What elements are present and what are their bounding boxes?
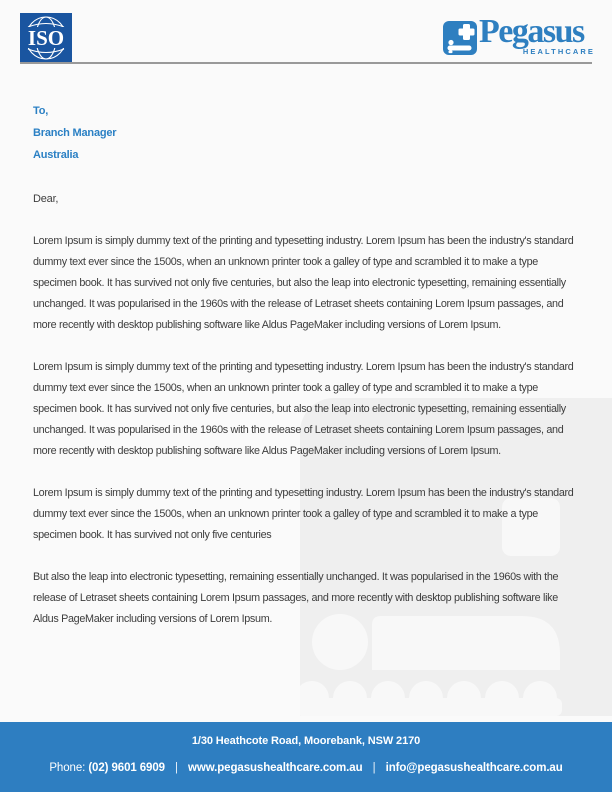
phone-label: Phone: <box>49 762 86 774</box>
letter-paragraph-1: Lorem Ipsum is simply dummy text of the printing and typesetting industry. Lorem Ipsum has been the industry's standard dummy text ever since the 1500s, when an unknown printer took a galley of type and scrambled it to make a type specimen book. It has survived not only five centuries, but also the leap into electronic typesetting, remaining essentially unchanged. It was popularised in the 1960s with the release of Letraset sheets containing Lorem Ipsum passages, and more recently with desktop publishing software like Aldus PageMaker including versions of Lorem Ipsum. <box>33 235 574 331</box>
bed-cross-icon <box>443 21 477 55</box>
iso-globe-icon <box>20 13 72 63</box>
recipient-block <box>33 100 116 166</box>
footer-separator-2: | <box>372 762 376 774</box>
letter-paragraph-3: Lorem Ipsum is simply dummy text of the printing and typesetting industry. Lorem Ipsum has been the industry's standard dummy text ever since the 1500s, when an unknown printer took a galley of type and scrambled it to make a type specimen book. It has survived not only five centuries <box>33 487 574 541</box>
pegasus-logo-icon <box>443 21 477 55</box>
brand-tagline: HEALTHCARE <box>522 47 595 56</box>
header-divider <box>20 62 592 64</box>
footer-address: 1/30 Heathcote Road, Moorebank, NSW 2170 <box>191 735 421 747</box>
iso-logo <box>20 13 72 63</box>
brand-name: Pegasus <box>479 13 584 50</box>
footer-email: info@pegasushealthcare.com.au <box>385 762 563 774</box>
salutation: Dear, <box>33 193 59 205</box>
footer-separator-1: | <box>175 762 178 774</box>
recipient-to: To, <box>33 105 49 117</box>
footer-contact <box>0 762 612 774</box>
letter-paragraph-2: Lorem Ipsum is simply dummy text of the printing and typesetting industry. Lorem Ipsum has been the industry's standard dummy text ever since the 1500s, when an unknown printer took a galley of type and scrambled it to make a type specimen book. It has survived not only five centuries, but also the leap into electronic typesetting, remaining essentially unchanged. It was popularised in the 1960s with the release of Letraset sheets containing Lorem Ipsum passages, and more recently with desktop publishing software like Aldus PageMaker including versions of Lorem Ipsum. <box>33 361 574 457</box>
iso-logo-text: ISO <box>27 26 65 50</box>
letter-paragraph-4: But also the leap into electronic typesetting, remaining essentially unchanged. It was popularised in the 1960s with the release of Letraset sheets containing Lorem Ipsum passages, and more recently with desktop publishing software like Aldus PageMaker including versions of Lorem Ipsum. <box>33 571 559 625</box>
footer-bar <box>0 722 612 792</box>
recipient-country: Australia <box>33 149 79 161</box>
phone-number: (02) 9601 6909 <box>88 762 165 774</box>
footer-website: www.pegasushealthcare.com.au <box>188 762 363 774</box>
recipient-name: Branch Manager <box>33 127 117 139</box>
